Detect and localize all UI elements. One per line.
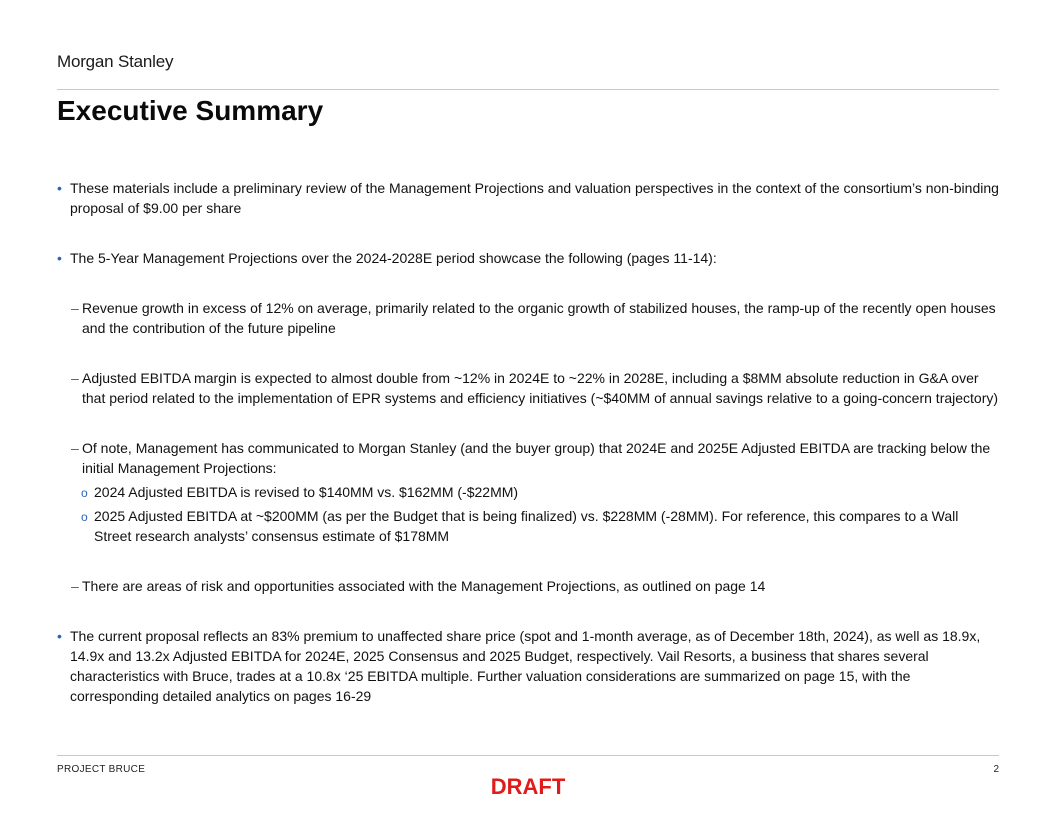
project-label: PROJECT BRUCE bbox=[57, 764, 146, 775]
bullet-proposal-review bbox=[57, 178, 999, 218]
sub-bullet-risks bbox=[57, 576, 999, 596]
bullet-management-projections bbox=[57, 248, 999, 268]
header-divider bbox=[57, 89, 999, 90]
dash-marker: – bbox=[71, 440, 79, 456]
bullet-text: These materials include a preliminary review of the Management Projections and valuation perspectives in the context of the consortium’s non-binding proposal of $9.00 per share bbox=[70, 180, 999, 216]
circle-marker: o bbox=[81, 510, 88, 524]
draft-watermark: DRAFT bbox=[490, 774, 566, 799]
dash-marker: – bbox=[71, 578, 79, 594]
bullet-text: 2025 Adjusted EBITDA at ~$200MM (as per the Budget that is being finalized) vs. $228MM (-28MM). For reference, this compares to a Wall Street research analysts’ consensus estimate of $178MM bbox=[94, 508, 959, 544]
bullet-text: There are areas of risk and opportunities associated with the Management Projections, as outlined on page 14 bbox=[82, 578, 766, 594]
sub-bullet-tracking-below bbox=[57, 438, 999, 478]
bullet-text: Adjusted EBITDA margin is expected to almost double from ~12% in 2024E to ~22% in 2028E, including a $8MM absolute reduction in G&A over that period related to the implementation of EPR systems and efficiency initiatives (~$40MM of annual savings relative to a going-concern trajectory) bbox=[82, 370, 999, 406]
bullet-text: The 5-Year Management Projections over the 2024-2028E period showcase the following (pages 11-14): bbox=[70, 250, 717, 266]
sub-bullet-ebitda-margin bbox=[57, 368, 999, 408]
sub-sub-bullet-2024-ebitda bbox=[57, 482, 999, 502]
page-number: 2 bbox=[993, 764, 999, 775]
bullet-text: Of note, Management has communicated to Morgan Stanley (and the buyer group) that 2024E and 2025E Adjusted EBITDA are tracking below the initial Management Projections: bbox=[82, 440, 991, 476]
bullet-marker: • bbox=[57, 180, 62, 196]
footer-divider bbox=[57, 755, 999, 756]
dash-marker: – bbox=[71, 370, 79, 386]
summary-content bbox=[57, 178, 999, 706]
bullet-current-proposal bbox=[57, 626, 999, 706]
bullet-text: 2024 Adjusted EBITDA is revised to $140MM vs. $162MM (-$22MM) bbox=[94, 484, 519, 500]
sub-sub-bullet-2025-ebitda bbox=[57, 506, 999, 546]
bullet-marker: • bbox=[57, 250, 62, 266]
sub-bullet-revenue-growth bbox=[57, 298, 999, 338]
company-logo: Morgan Stanley bbox=[57, 52, 174, 71]
page-title: Executive Summary bbox=[57, 95, 324, 126]
bullet-text: The current proposal reflects an 83% premium to unaffected share price (spot and 1-month average, as of December 18th, 2024), as well as 18.9x, 14.9x and 13.2x Adjusted EBITDA for 2024E, 2025 Consensus and 2025 Budget, respectively. Vail Resorts, a business that shares several characteristics with Bruce, trades at a 10.8x ‘25 EBITDA multiple. Further valuation considerations are summarized on page 15, with the corresponding detailed analytics on pages 16-29 bbox=[70, 628, 981, 704]
circle-marker: o bbox=[81, 486, 88, 500]
bullet-text: Revenue growth in excess of 12% on average, primarily related to the organic growth of stabilized houses, the ramp-up of the recently open houses and the contribution of the future pipeline bbox=[82, 300, 996, 336]
dash-marker: – bbox=[71, 300, 79, 316]
bullet-marker: • bbox=[57, 628, 62, 644]
